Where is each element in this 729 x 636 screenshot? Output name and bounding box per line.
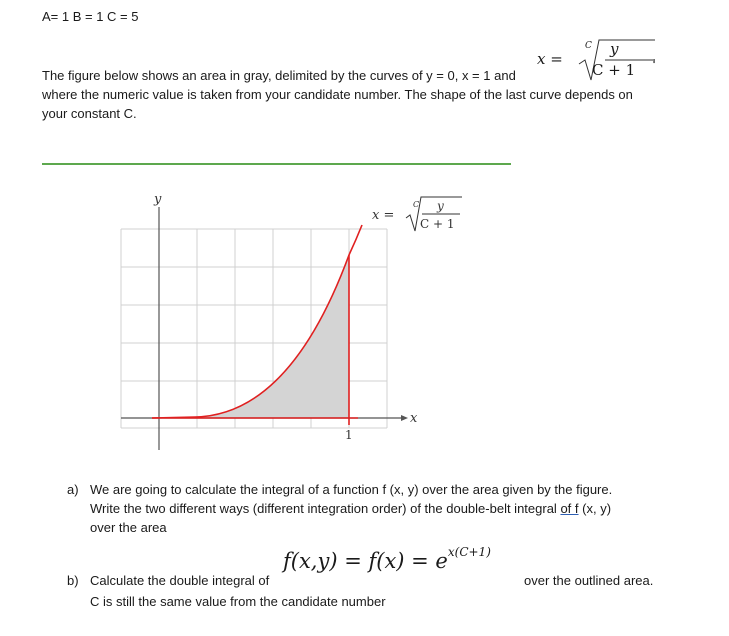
constants-line: A= 1 B = 1 C = 5 <box>42 9 139 24</box>
question-b-formula <box>283 545 491 573</box>
top-formula-root-index: C <box>585 41 592 51</box>
intro-line-3: your constant C. <box>42 106 137 121</box>
top-formula-lhs: x = <box>537 50 563 68</box>
curve-label-den: C + 1 <box>420 217 455 231</box>
curve-label-index: C <box>413 200 420 209</box>
intro-line-2: where the numeric value is taken from your candidate number. The shape of the last curve depends on <box>42 87 633 102</box>
question-a-marker: a) <box>67 482 79 497</box>
question-a-line-1: We are going to calculate the integral of a function f (x, y) over the area given by the figure. <box>90 482 613 497</box>
question-a-line-3: over the area <box>90 520 167 535</box>
question-b-marker: b) <box>67 573 79 588</box>
x-axis-label: x <box>410 411 418 426</box>
question-b-line-1-post: over the outlined area. <box>524 573 654 588</box>
question-a-line-2 <box>90 499 611 518</box>
question-a-line-2-post: (x, y) <box>582 501 612 516</box>
question-a-line-2-ul: of f <box>560 501 579 516</box>
tick-label-1: 1 <box>345 428 353 442</box>
y-axis-label: y <box>154 192 162 207</box>
top-formula-num: y <box>610 40 619 58</box>
question-a-line-2-pre: Write the two different ways (different integration order) of the double-belt integral <box>90 501 557 516</box>
top-formula <box>537 38 677 84</box>
question-b-formula-exponent: x(C+1) <box>447 545 491 559</box>
curve-label-num: y <box>437 199 444 213</box>
top-formula-trail: ' <box>652 56 657 74</box>
shaded-area <box>159 255 349 418</box>
area-figure <box>100 185 500 450</box>
curve-label-lhs: x = <box>372 208 395 223</box>
intro-line-1: The figure below shows an area in gray, delimited by the curves of y = 0, x = 1 and <box>42 68 516 83</box>
question-b-formula-main: f(x,y) = f(x) = e <box>283 549 448 573</box>
top-formula-den: C + 1 <box>592 61 636 79</box>
question-b-line-2: C is still the same value from the candidate number <box>90 594 386 609</box>
question-b-line-1-pre: Calculate the double integral of <box>90 573 270 588</box>
x-axis-arrow <box>401 415 408 421</box>
section-divider <box>42 163 511 165</box>
